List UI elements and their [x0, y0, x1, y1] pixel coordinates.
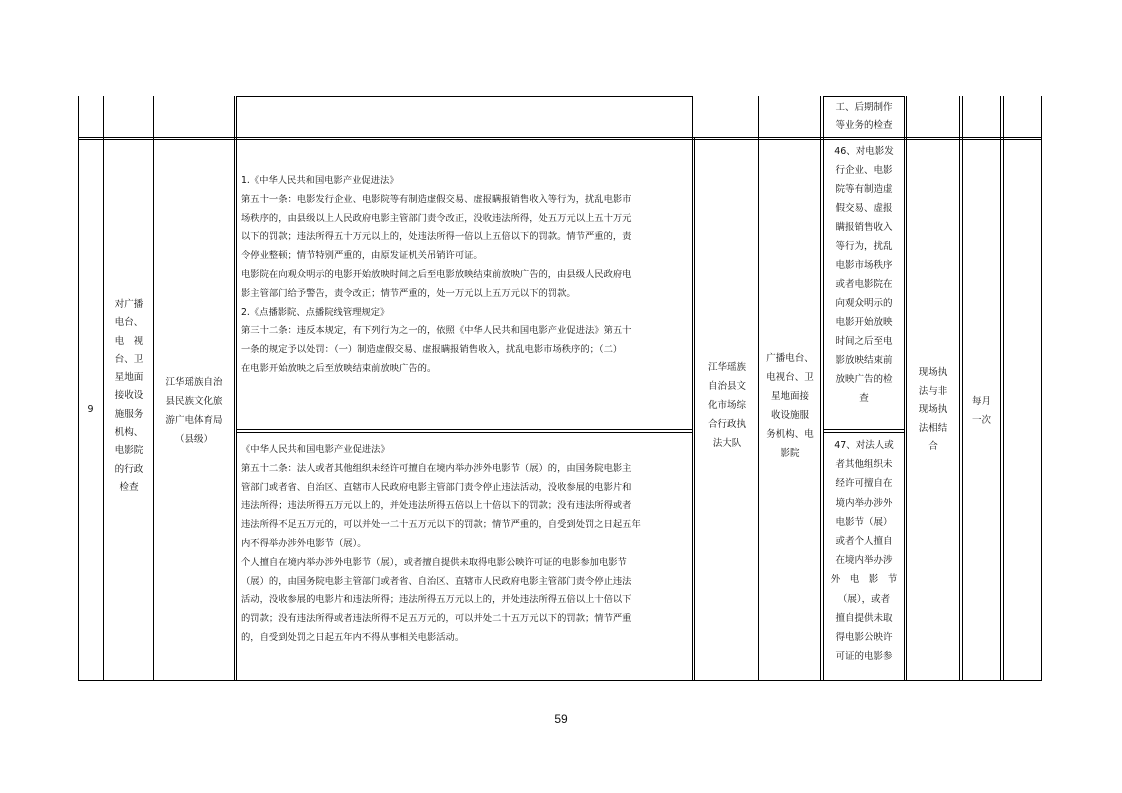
- sub-row-divider: [236, 429, 693, 430]
- column-divider: [823, 96, 824, 681]
- inspection-frequency: 每月 一次: [971, 396, 991, 426]
- column-divider: [1000, 96, 1001, 681]
- sub-row-divider: [823, 432, 905, 433]
- row-divider: [78, 137, 1042, 138]
- row-divider: [78, 139, 1042, 140]
- legal-basis-block-1: 1.《中华人民共和国电影产业促进法》 第五十一条：电影发行企业、电影院等有制造虚假交易、虚报瞒报销售收入等行为，扰乱电影市 场秩序的，由县级以上人民政府电影主管部门责令改正，没收违法所得，处五万元以上五十万元 以下的罚款；违法所得五十万元以上的，处违法所得一倍以上五倍以下的罚款。情节严重的，责 令停业整顿；情节特别严重的，由原发证机关吊销许可证。 电影院在向观众明示的电影开始放映时间之后至电影放映结束前放映广告的，由县级人民政府电 影主管部门给予警告，责令改正；情节严重的，处一万元以上五万元以下的罚款。 2.《点播影院、点播院线管理规定》 第三十二条：违反本规定，有下列行为之一的，依照《中华人民共和国电影产业促进法》第五十 一条的规定予以处罚：（一）制造虚假交易、虚报瞒报销售收入，扰乱电影市场秩序的；（二） 在电影开始放映之后至放映结束前放映广告的。: [241, 175, 632, 374]
- sub-row-divider: [823, 429, 905, 430]
- sub-row-divider: [236, 432, 693, 433]
- legal-basis-block-2: 《中华人民共和国电影产业促进法》 第五十二条：法人或者其他组织未经许可擅自在境内举办涉外电影节（展）的，由国务院电影主 管部门或者省、自治区、直辖市人民政府电影主管部门责令停止违法活动，没收参展的电影片和 违法所得；违法所得五万元以上的，并处违法所得五倍以上十倍以下的罚款；没有违法所得或者 违法所得不足五万元的，可以并处一二十五万元以下的罚款；情节严重的，自受到处罚之日起五年 内不得举办涉外电影节（展）。 个人擅自在境内举办涉外电影节（展），或者擅自提供未取得电影公映许可证的电影参加电影节 （展）的，由国务院电影主管部门或者省、自治区、直辖市人民政府电影主管部门责令停止违法 活动，没收参展的电影片和违法所得；违法所得五万元以上的，并处违法所得五倍以上十倍以下 的罚款；没有违法所得或者违法所得不足五万元的，可以并处二十五万元以下的罚款；情节严重 的，自受到处罚之日起五年内不得从事相关电影活动。: [241, 444, 641, 643]
- inspection-category: 对广播 电台、 电 视 台、卫 星地面 接收设 施服务 机构、 电影院 的行政 检查: [114, 299, 144, 493]
- row-number: 9: [87, 404, 94, 415]
- column-divider: [694, 138, 695, 681]
- column-divider: [103, 96, 104, 681]
- inspected-objects: 广播电台、 电视台、卫 星地面接 收设施服 务机构、电 影院: [766, 353, 814, 459]
- cell-border-top: [823, 96, 905, 97]
- implementing-agency: 江华瑶族自治 县民族文化旅 游广电体育局 （县级）: [165, 377, 223, 445]
- column-divider: [906, 96, 907, 681]
- column-divider: [820, 96, 821, 681]
- column-divider: [153, 96, 154, 681]
- table-border-left: [78, 96, 79, 681]
- cell-border-top: [236, 96, 693, 97]
- column-divider: [236, 96, 237, 681]
- column-divider: [758, 96, 759, 681]
- table-border-right: [1041, 96, 1042, 681]
- table-border-bottom: [78, 680, 1042, 681]
- inspection-method: 现场执 法与非 现场执 法相结 合: [918, 367, 948, 452]
- inspection-item-47: 47、对法人或 者其他组织未 经许可擅自在 境内举办涉外 电影节（展） 或者个人擅自 在境内举办涉 外 电 影 节 （展），或者 擅自提供未取 得电影公映许 可证的电影参: [830, 440, 898, 663]
- column-divider: [959, 96, 960, 681]
- column-divider: [692, 96, 693, 681]
- page-number: 59: [554, 712, 568, 726]
- previous-item-tail: 工、后期制作 等业务的检查: [835, 102, 893, 131]
- inspection-item-46: 46、对电影发 行企业、电影 院等有制造虚 假交易、虚报 瞒报销售收入 等行为，扰乱 电影市场秩序 或者电影院在 向观众明示的 电影开始放映 时间之后至电 影放映结束前 放映广告的检 查: [834, 146, 894, 404]
- column-divider: [1003, 96, 1004, 681]
- column-divider: [234, 96, 235, 681]
- column-divider: [904, 96, 905, 681]
- column-divider: [962, 96, 963, 681]
- enforcement-unit: 江华瑶族 自治县文 化市场综 合行政执 法大队: [707, 362, 746, 449]
